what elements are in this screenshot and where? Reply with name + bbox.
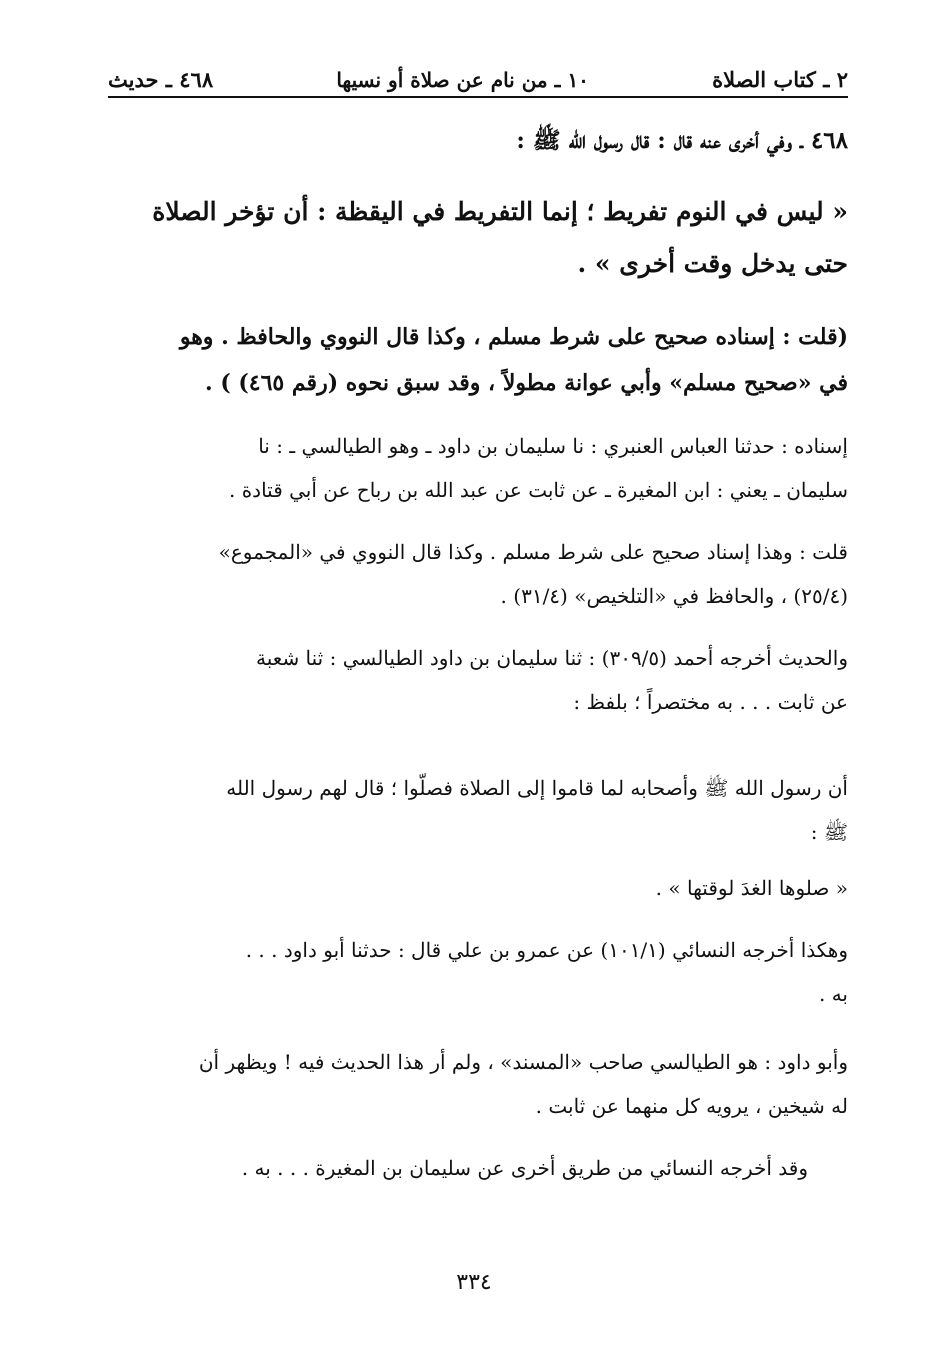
text-line: حتى يدخل وقت أخرى » .: [577, 249, 848, 278]
text-line: والحديث أخرجه أحمد (٣٠٩/٥) : ثنا سليمان بن داود الطيالسي : ثنا شعبة: [256, 646, 848, 670]
abu-dawud-paragraph: [108, 1040, 848, 1128]
text-line: ٤٦٨ ـ وفي أخرى عنه قال : قال رسول الله ﷺ :: [516, 127, 848, 154]
page-number: ٣٣٤: [456, 1270, 492, 1295]
text-line: إسناده : حدثنا العباس العنبري : نا سليمان بن داود ـ وهو الطيالسي ـ : نا: [258, 434, 848, 458]
text-line: « ليس في النوم تفريط ؛ إنما التفريط في اليقظة : أن تؤخر الصلاة: [152, 197, 848, 226]
text-line: به .: [818, 982, 848, 1006]
closing-paragraph: [108, 1146, 848, 1190]
text-line: ﷺ :: [810, 820, 848, 844]
hadith-text: [108, 186, 848, 290]
header-chapter: ٢ ـ كتاب الصلاة: [712, 67, 848, 92]
running-header: [108, 50, 848, 98]
text-line: (قلت : إسناده صحيح على شرط مسلم ، وكذا قال النووي والحافظ . وهو: [179, 324, 848, 350]
authentication-note: [108, 314, 848, 406]
narration-paragraph: [108, 766, 848, 854]
text-line: وأبو داود : هو الطيالسي صاحب «المسند» ، ولم أر هذا الحديث فيه ! ويظهر أن: [198, 1050, 848, 1074]
header-hadith-number: ٤٦٨ ـ حديث: [108, 67, 214, 92]
text-line: وقد أخرجه النسائي من طريق أخرى عن سليمان بن المغيرة . . . به .: [241, 1156, 808, 1180]
nasai-paragraph: [108, 928, 848, 1016]
comment-paragraph: [108, 530, 848, 618]
text-line: عن ثابت . . . به مختصراً ؛ بلفظ :: [573, 690, 848, 714]
text-line: في «صحيح مسلم» وأبي عوانة مطولاً ، وقد سبق نحوه (رقم ٤٦٥) ) .: [205, 370, 848, 396]
quote-paragraph: [108, 866, 848, 910]
hadith-heading: [108, 126, 848, 160]
text-line: له شيخين ، يرويه كل منهما عن ثابت .: [535, 1094, 848, 1118]
text-line: سليمان ـ يعني : ابن المغيرة ـ عن ثابت عن عبد الله بن رباح عن أبي قتادة .: [228, 478, 848, 502]
header-section: ١٠ ـ من نام عن صلاة أو نسيها: [336, 68, 589, 92]
takhrij-paragraph: [108, 636, 848, 724]
text-line: وهكذا أخرجه النسائي (١٠١/١) عن عمرو بن علي قال : حدثنا أبو داود . . .: [245, 938, 848, 962]
page: [108, 50, 848, 1180]
text-line: (٢٥/٤) ، والحافظ في «التلخيص» (٣١/٤) .: [500, 584, 848, 608]
text-line: أن رسول الله ﷺ وأصحابه لما قاموا إلى الصلاة فصلّوا ؛ قال لهم رسول الله: [226, 776, 848, 800]
text-line: قلت : وهذا إسناد صحيح على شرط مسلم . وكذا قال النووي في «المجموع»: [218, 540, 848, 564]
text-line: « صلوها الغدَ لوقتها » .: [655, 876, 848, 900]
isnad-paragraph: [108, 424, 848, 512]
